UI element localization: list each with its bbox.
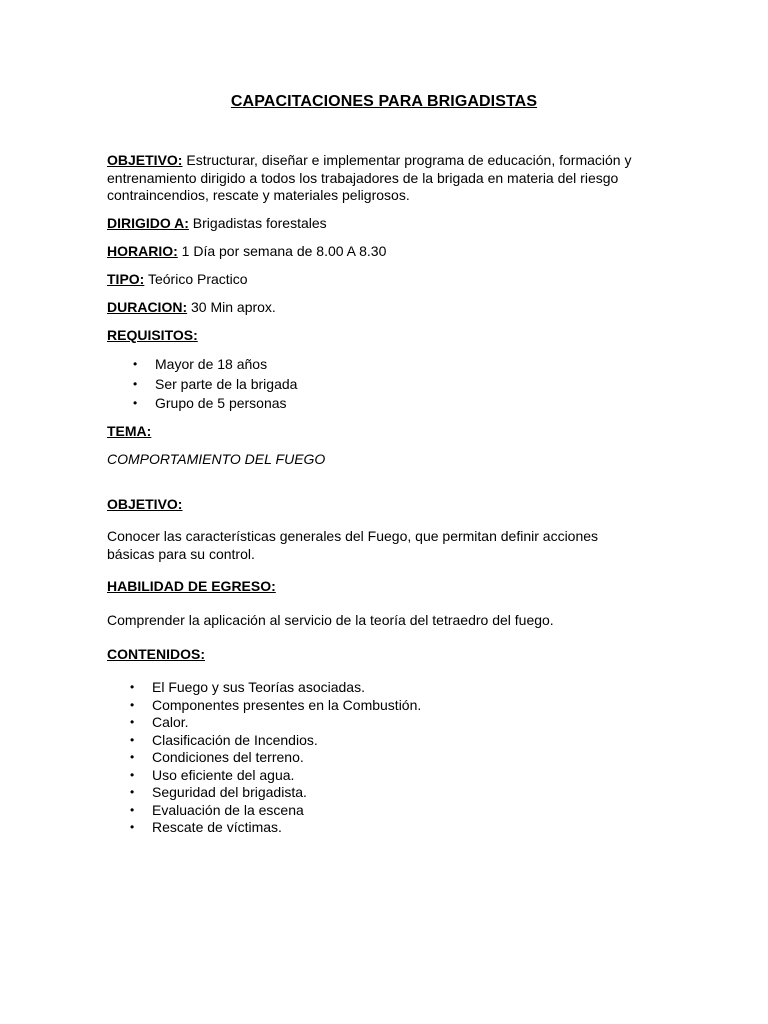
bullet-icon: • xyxy=(130,697,135,712)
dirigido-text: Brigadistas forestales xyxy=(188,215,327,231)
list-item xyxy=(130,679,421,697)
duracion-text: 30 Min aprox. xyxy=(187,299,276,315)
dirigido-section xyxy=(107,215,647,233)
tema-heading xyxy=(107,423,647,441)
bullet-icon: • xyxy=(130,820,135,834)
tipo-text: Teórico Practico xyxy=(144,271,248,287)
list-item-text: Componentes presentes en la Combustión. xyxy=(152,696,422,713)
list-item-text: Clasificación de Incendios. xyxy=(152,731,318,748)
bullet-icon: • xyxy=(133,376,138,391)
list-item xyxy=(133,395,297,415)
document-title: CAPACITACIONES PARA BRIGADISTAS xyxy=(230,93,538,110)
list-item-text: Calor. xyxy=(152,714,189,730)
list-item-text: Condiciones del terreno. xyxy=(152,749,304,765)
list-item xyxy=(130,784,421,802)
duracion-label: DURACION: xyxy=(107,299,188,315)
tema-text: COMPORTAMIENTO DEL FUEGO xyxy=(107,451,326,467)
list-item xyxy=(133,376,297,396)
list-item xyxy=(130,732,421,750)
list-item-text: Grupo de 5 personas xyxy=(155,395,287,411)
list-item xyxy=(130,714,421,732)
bullet-icon: • xyxy=(130,732,135,747)
horario-section xyxy=(107,243,647,261)
bullet-icon: • xyxy=(133,357,138,371)
contenidos-list xyxy=(130,679,421,837)
requisitos-heading xyxy=(107,327,647,345)
list-item xyxy=(130,697,421,715)
list-item-text: Evaluación de la escena xyxy=(152,801,304,818)
bullet-icon: • xyxy=(130,750,135,764)
duracion-section xyxy=(107,299,647,317)
bullet-icon: • xyxy=(130,802,135,817)
objetivo-label: OBJETIVO: xyxy=(107,152,183,168)
objetivo-section xyxy=(107,152,637,205)
list-item xyxy=(130,819,421,837)
objetivo2-label: OBJETIVO: xyxy=(107,496,183,512)
horario-label: HORARIO: xyxy=(107,243,178,259)
tipo-section xyxy=(107,271,647,289)
list-item-text: Seguridad del brigadista. xyxy=(152,784,307,800)
dirigido-label: DIRIGIDO A: xyxy=(107,215,189,231)
bullet-icon: • xyxy=(133,396,138,410)
requisitos-label: REQUISITOS: xyxy=(107,327,198,343)
list-item-text: Rescate de víctimas. xyxy=(152,819,282,835)
list-item-text: Uso eficiente del agua. xyxy=(152,766,295,783)
list-item-text: Ser parte de la brigada xyxy=(155,375,298,392)
objetivo2-paragraph: Conocer las características generales del Fuego, que permitan definir acciones básicas para su control. xyxy=(107,528,599,562)
contenidos-label: CONTENIDOS: xyxy=(107,646,205,662)
tema-label: TEMA: xyxy=(107,423,152,439)
requisitos-list xyxy=(133,356,297,415)
list-item-text: Mayor de 18 años xyxy=(155,356,268,372)
list-item xyxy=(133,356,297,376)
horario-text: 1 Día por semana de 8.00 A 8.30 xyxy=(177,243,387,259)
bullet-icon: • xyxy=(130,715,135,729)
habilidad-heading xyxy=(107,578,647,596)
habilidad-label: HABILIDAD DE EGRESO: xyxy=(107,578,276,594)
list-item xyxy=(130,802,421,820)
bullet-icon: • xyxy=(130,767,135,782)
list-item xyxy=(130,767,421,785)
objetivo-paragraph xyxy=(107,152,637,205)
tipo-label: TIPO: xyxy=(107,271,145,287)
list-item-text: El Fuego y sus Teorías asociadas. xyxy=(152,679,365,695)
list-item xyxy=(130,749,421,767)
bullet-icon: • xyxy=(130,680,135,694)
objetivo-text: Estructurar, diseñar e implementar programa de educación, formación y entrenamiento dirigido a todos los trabajadores de la brigada en materia del riesgo contraincendios, rescate y materiales peligrosos. xyxy=(107,152,632,203)
habilidad-paragraph: Comprender la aplicación al servicio de la teoría del tetraedro del fuego. xyxy=(107,612,554,628)
bullet-icon: • xyxy=(130,785,135,799)
objetivo2-heading xyxy=(107,496,647,514)
contenidos-heading xyxy=(107,646,647,664)
